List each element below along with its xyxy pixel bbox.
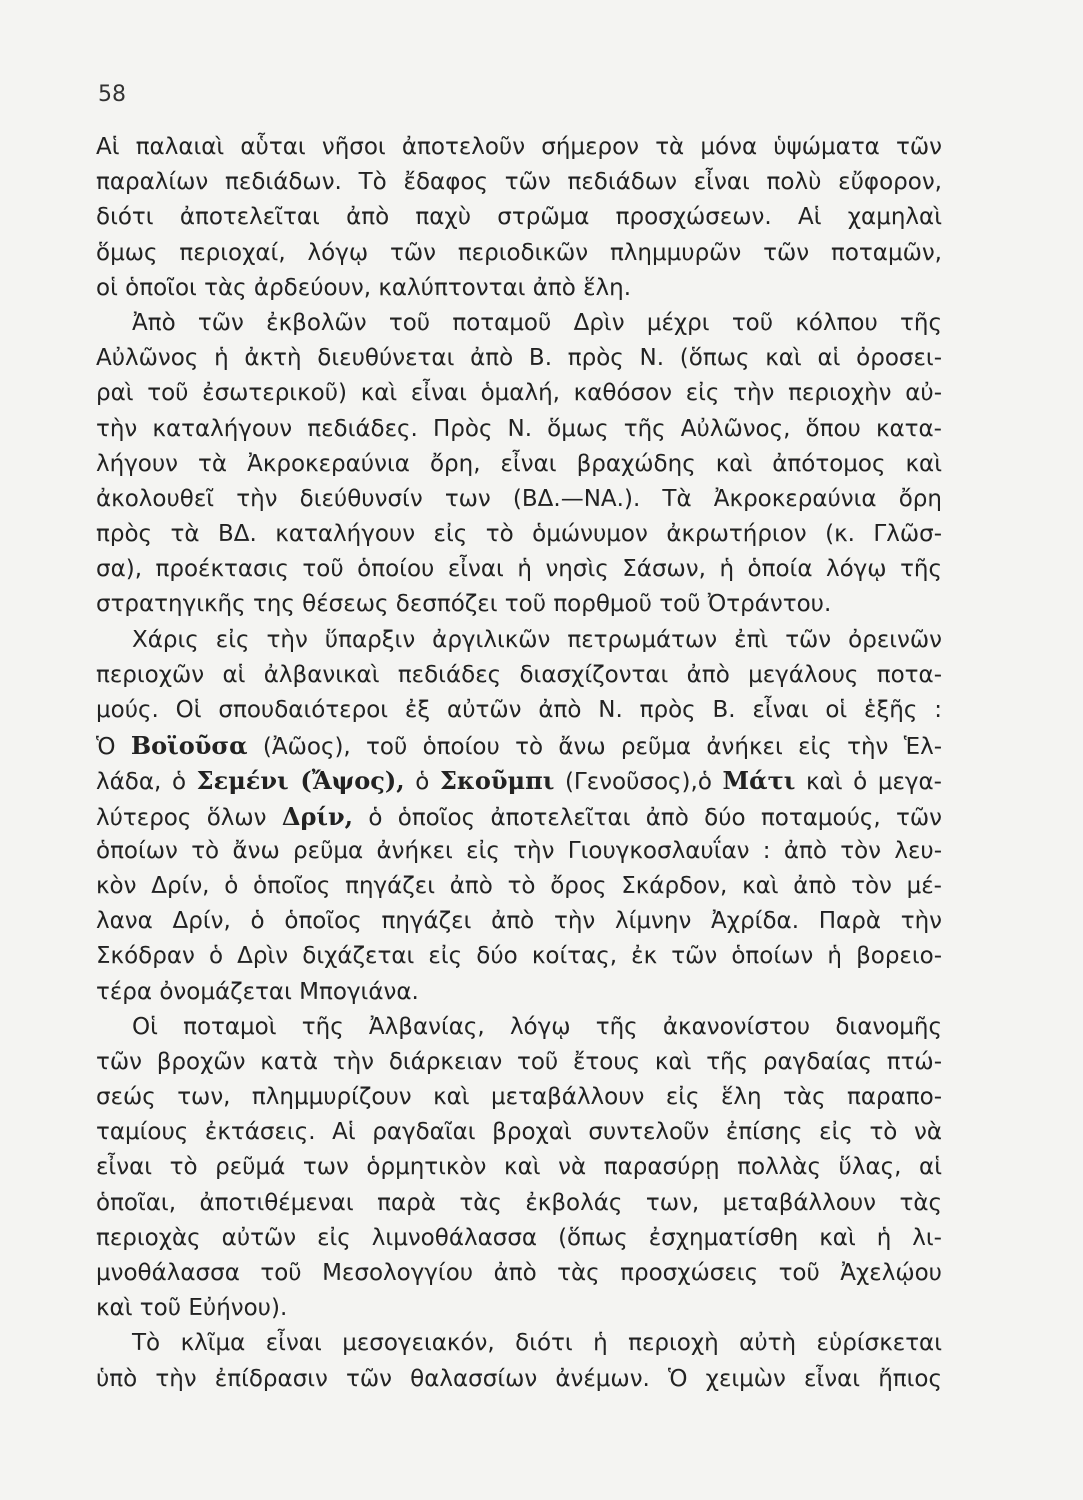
text-line <box>96 834 942 869</box>
bold-term: Βοϊοῦσα <box>130 731 248 761</box>
bold-term: Δρίν, <box>281 801 354 831</box>
text-line <box>96 306 942 341</box>
page-number: 58 <box>98 82 126 107</box>
text-line <box>96 623 942 658</box>
text-line <box>96 1291 942 1326</box>
text-segment: παραλίων πεδιάδων. Τὸ ἔδαφος τῶν πεδιάδων εἶναι πολὺ εὔφορον, <box>96 169 942 196</box>
text-line <box>96 1150 942 1185</box>
text-line <box>96 552 942 587</box>
text-segment: ταμίους ἐκτάσεις. Αἱ ραγδαῖαι βροχαὶ συντελοῦν ἐπίσης εἰς τὸ νὰ <box>96 1119 942 1146</box>
text-segment: λανα Δρίν, ὁ ὁποῖος πηγάζει ἀπὸ τὴν λίμνην Ἀχρίδα. Παρὰ τὴν <box>96 908 942 935</box>
text-line <box>96 1045 942 1080</box>
text-line <box>96 763 942 798</box>
text-line <box>96 693 942 728</box>
bold-term: Σκοῦμπι <box>439 766 555 796</box>
text-line <box>96 482 942 517</box>
text-segment: ὁ <box>404 769 440 796</box>
text-line <box>96 904 942 939</box>
text-line <box>96 200 942 235</box>
text-line <box>96 728 942 763</box>
text-line <box>96 517 942 552</box>
text-segment: σεώς των, πλημμυρίζουν καὶ μεταβάλλουν εἰς ἕλη τὰς παραπο- <box>96 1084 942 1111</box>
text-line <box>96 376 942 411</box>
text-line <box>96 1080 942 1115</box>
text-line <box>96 1256 942 1291</box>
body-text <box>96 130 942 1397</box>
text-line <box>96 799 942 834</box>
text-line <box>96 236 942 271</box>
text-segment: μνοθάλασσα τοῦ Μεσολογγίου ἀπὸ τὰς προσχώσεις τοῦ Ἀχελῴου <box>96 1260 942 1286</box>
text-segment: κὸν Δρίν, ὁ ὁποῖος πηγάζει ἀπὸ τὸ ὄρος Σκάρδον, καὶ ἀπὸ τὸν μέ- <box>96 872 942 899</box>
text-segment: Χάρις εἰς τὴν ὕπαρξιν ἀργιλικῶν πετρωμάτων ἐπὶ τῶν ὀρεινῶν <box>132 626 942 653</box>
text-segment: λύτερος ὅλων <box>96 804 282 831</box>
text-segment: Αἱ παλαιαὶ αὗται νῆσοι ἀποτελοῦν σήμερον τὰ μόνα ὑψώματα τῶν <box>96 134 942 160</box>
text-segment: τέρα ὀνομάζεται Μπογιάνα. <box>96 978 419 1005</box>
text-line <box>96 658 942 693</box>
text-segment: σα), προέκτασις τοῦ ὁποίου εἶναι ἡ νησὶς Σάσων, ἡ ὁποία λόγῳ τῆς <box>96 556 942 583</box>
text-segment: ὁποῖαι, ἀποτιθέμεναι παρὰ τὰς ἐκβολάς των, μεταβάλλουν τὰς <box>96 1189 942 1216</box>
text-segment: ὅμως περιοχαί, λόγῳ τῶν περιοδικῶν πλημμυρῶν τῶν ποταμῶν, <box>96 239 942 266</box>
text-line <box>96 271 942 306</box>
text-segment: μούς. Οἱ σπουδαιότεροι ἐξ αὐτῶν ἀπὸ Ν. πρὸς Β. εἶναι οἱ ἑξῆς : <box>96 697 942 723</box>
text-segment: εἶναι τὸ ρεῦμά των ὁρμητικὸν καὶ νὰ παρασύρῃ πολλὰς ὕλας, αἱ <box>96 1154 942 1181</box>
text-segment: ὁποίων τὸ ἄνω ρεῦμα ἀνήκει εἰς τὴν Γιουγκοσλαυΐαν : ἀπὸ τὸν λευ- <box>96 837 942 864</box>
text-segment: περιοχὰς αὐτῶν εἰς λιμνοθάλασσα (ὅπως ἐσχηματίσθη καὶ ἡ λι- <box>96 1224 942 1251</box>
text-line <box>96 869 942 904</box>
text-segment: καὶ τοῦ Εὐήνου). <box>96 1295 288 1322</box>
text-segment: Ἀπὸ τῶν ἐκβολῶν τοῦ ποταμοῦ Δρὶν μέχρι τοῦ κόλπου τῆς <box>132 309 942 336</box>
text-segment: τῶν βροχῶν κατὰ τὴν διάρκειαν τοῦ ἔτους καὶ τῆς ραγδαίας πτώ- <box>96 1048 942 1075</box>
text-line <box>96 447 942 482</box>
text-segment: ραὶ τοῦ ἐσωτερικοῦ) καὶ εἶναι ὁμαλή, καθόσον εἰς τὴν περιοχὴν αὐ- <box>96 380 942 407</box>
text-line <box>96 1186 942 1221</box>
bold-term: Μάτι <box>722 766 796 796</box>
text-segment: ἀκολουθεῖ τὴν διεύθυνσίν των (ΒΔ.—ΝΑ.). Τὰ Ἀκροκεραύνια ὄρη <box>96 485 942 512</box>
text-segment: Ὁ <box>96 734 131 761</box>
text-segment: Σκόδραν ὁ Δρὶν διχάζεται εἰς δύο κοίτας, ἐκ τῶν ὁποίων ἡ βορειο- <box>96 943 942 970</box>
text-segment: οἱ ὁποῖοι τὰς ἀρδεύουν, καλύπτονται ἀπὸ ἕλη. <box>96 274 632 301</box>
text-segment: Τὸ κλῖμα εἶναι μεσογειακόν, διότι ἡ περιοχὴ αὐτὴ εὑρίσκεται <box>132 1330 942 1357</box>
text-segment: Αὐλῶνος ἡ ἀκτὴ διευθύνεται ἀπὸ Β. πρὸς Ν. (ὅπως καὶ αἱ ὀροσει- <box>96 345 942 372</box>
text-line <box>96 1010 942 1045</box>
text-segment: λήγουν τὰ Ἀκροκεραύνια ὄρη, εἶναι βραχώδης καὶ ἀπότομος καὶ <box>96 450 942 477</box>
text-line <box>96 412 942 447</box>
bold-term: Σεμένι (Ἄψος), <box>196 766 405 796</box>
text-line <box>96 341 942 376</box>
text-line <box>96 165 942 200</box>
text-line <box>96 1362 942 1397</box>
text-segment: ὑπὸ τὴν ἐπίδρασιν τῶν θαλασσίων ἀνέμων. Ὁ χειμὼν εἶναι ἤπιος <box>96 1365 942 1392</box>
text-segment: τὴν καταλήγουν πεδιάδες. Πρὸς Ν. ὅμως τῆς Αὐλῶνος, ὅπου κατα- <box>96 415 942 442</box>
text-segment: πρὸς τὰ ΒΔ. καταλήγουν εἰς τὸ ὁμώνυμον ἀκρωτήριον (κ. Γλῶσ- <box>96 521 942 548</box>
text-segment: καὶ ὁ μεγα- <box>795 769 942 796</box>
text-segment: Οἱ ποταμοὶ τῆς Ἀλβανίας, λόγῳ τῆς ἀκανονίστου διανομῆς <box>132 1013 942 1040</box>
text-segment: διότι ἀποτελεῖται ἀπὸ παχὺ στρῶμα προσχώσεων. Αἱ χαμηλαὶ <box>96 204 942 231</box>
text-segment: περιοχῶν αἱ ἀλβανικαὶ πεδιάδες διασχίζονται ἀπὸ μεγάλους ποτα- <box>96 661 942 688</box>
text-line <box>96 939 942 974</box>
text-line <box>96 1115 942 1150</box>
text-line <box>96 587 942 622</box>
text-segment: στρατηγικῆς της θέσεως δεσπόζει τοῦ πορθμοῦ τοῦ Ὀτράντου. <box>96 591 832 618</box>
text-line <box>96 130 942 165</box>
text-line <box>96 1221 942 1256</box>
text-segment: λάδα, ὁ <box>96 769 197 796</box>
text-segment: (Γενοῦσος),ὁ <box>554 769 723 796</box>
text-line <box>96 975 942 1010</box>
text-line <box>96 1326 942 1361</box>
text-segment: ὁ ὁποῖος ἀποτελεῖται ἀπὸ δύο ποταμούς, τῶν <box>353 804 942 831</box>
text-segment: (Ἀῶος), τοῦ ὁποίου τὸ ἄνω ρεῦμα ἀνήκει εἰς τὴν Ἑλ- <box>247 734 942 761</box>
